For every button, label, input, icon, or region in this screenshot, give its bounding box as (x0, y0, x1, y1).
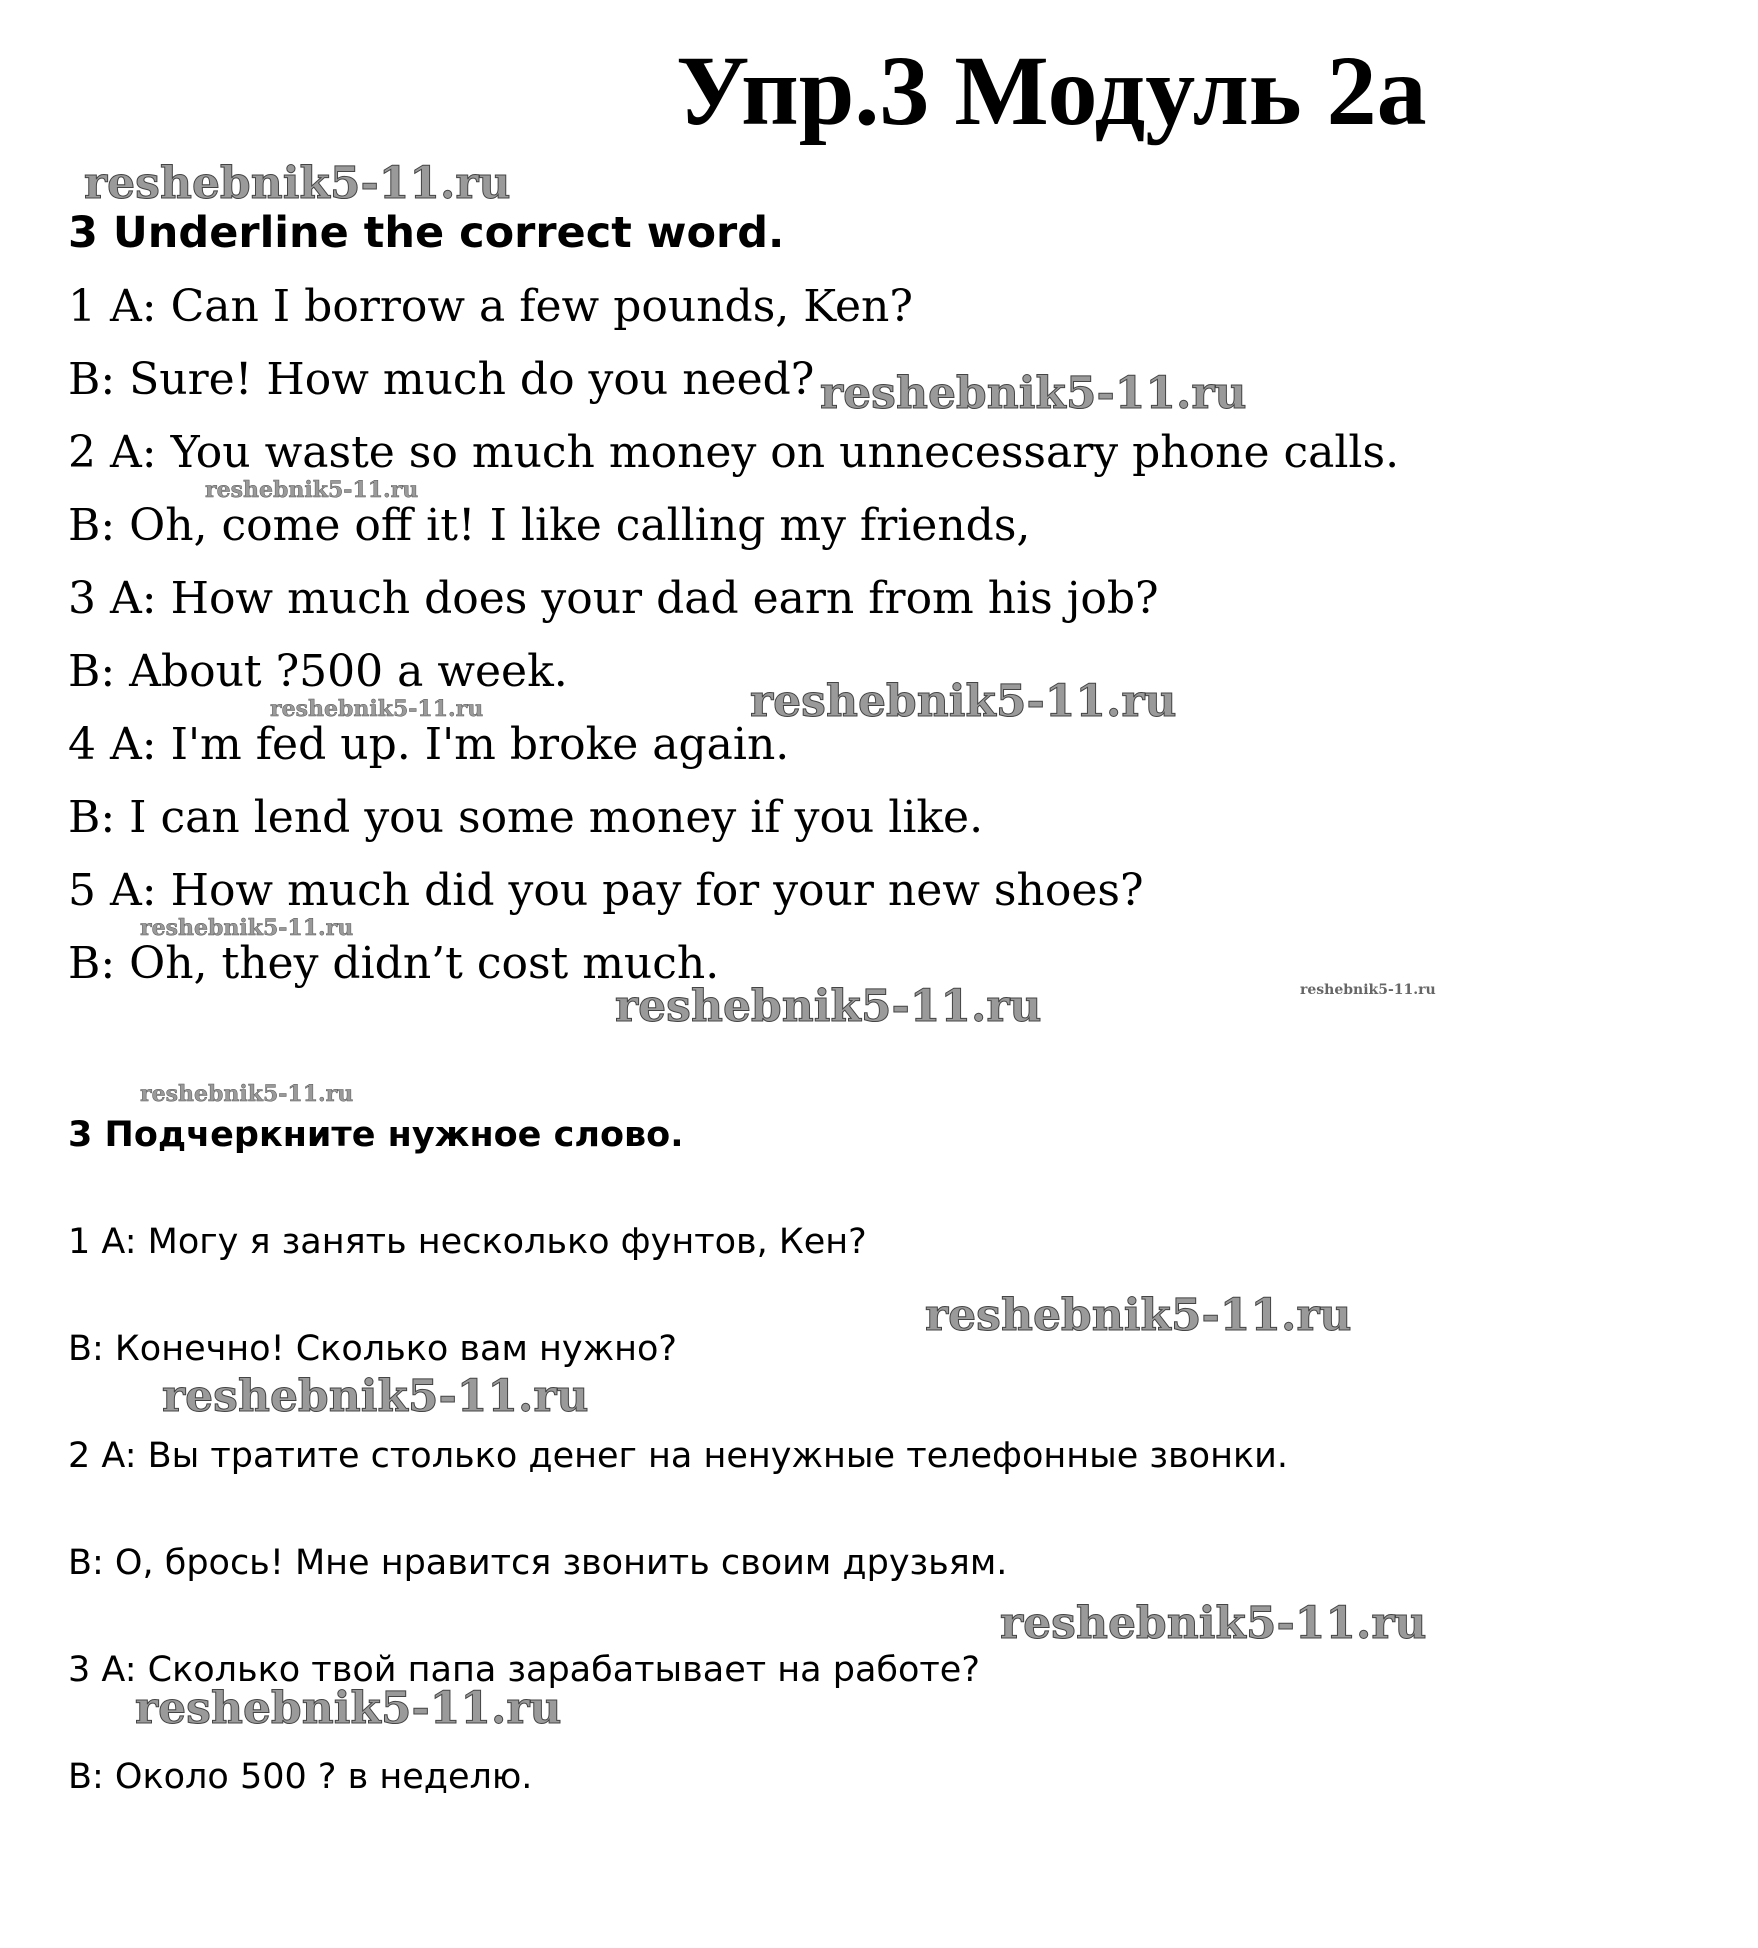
watermark: reshebnik5-11.ru (140, 1081, 354, 1107)
watermark: reshebnik5-11.ru (820, 368, 1247, 419)
english-line: 5 A: How much did you pay for your new shoes? (68, 865, 1144, 916)
russian-line: B: Около 500 ? в неделю. (68, 1757, 533, 1797)
watermark: reshebnik5-11.ru (135, 1683, 562, 1734)
russian-line: 3 A: Сколько твой папа зарабатывает на работе? (68, 1650, 980, 1690)
watermark: reshebnik5-11.ru (750, 676, 1177, 727)
english-line: B: Oh, come off it! I like calling my friends, (68, 500, 1031, 551)
russian-heading: 3 Подчеркните нужное слово. (68, 1115, 684, 1155)
watermark: reshebnik5-11.ru (925, 1290, 1352, 1341)
watermark: reshebnik5-11.ru (205, 477, 419, 503)
english-line: B: I can lend you some money if you like. (68, 792, 984, 843)
watermark: reshebnik5-11.ru (1000, 1598, 1427, 1649)
page-title: Упр.3 Модуль 2a (676, 35, 1427, 146)
english-line: 4 A: I'm fed up. I'm broke again. (68, 719, 790, 770)
english-line: 3 A: How much does your dad earn from his job? (68, 573, 1159, 624)
watermark: reshebnik5-11.ru (140, 915, 354, 941)
russian-line: B: О, брось! Мне нравится звонить своим друзьям. (68, 1543, 1008, 1583)
english-line: 1 A: Can I borrow a few pounds, Ken? (68, 281, 913, 332)
russian-line: 2 A: Вы тратите столько денег на ненужные телефонные звонки. (68, 1436, 1288, 1476)
english-line: 2 A: You waste so much money on unnecessary phone calls. (68, 427, 1400, 478)
english-heading: 3 Underline the correct word. (68, 208, 785, 258)
watermark: reshebnik5-11.ru (162, 1371, 589, 1422)
english-line: B: Oh, they didn’t cost much. (68, 938, 720, 989)
watermark: reshebnik5-11.ru (84, 158, 511, 209)
russian-line: 1 A: Могу я занять несколько фунтов, Кен? (68, 1222, 867, 1262)
english-line: B: About ?500 a week. (68, 646, 568, 697)
watermark: reshebnik5-11.ru (1300, 982, 1436, 998)
watermark: reshebnik5-11.ru (270, 696, 484, 722)
russian-line: B: Конечно! Сколько вам нужно? (68, 1329, 678, 1369)
english-line: B: Sure! How much do you need? (68, 354, 815, 405)
watermark: reshebnik5-11.ru (615, 981, 1042, 1032)
